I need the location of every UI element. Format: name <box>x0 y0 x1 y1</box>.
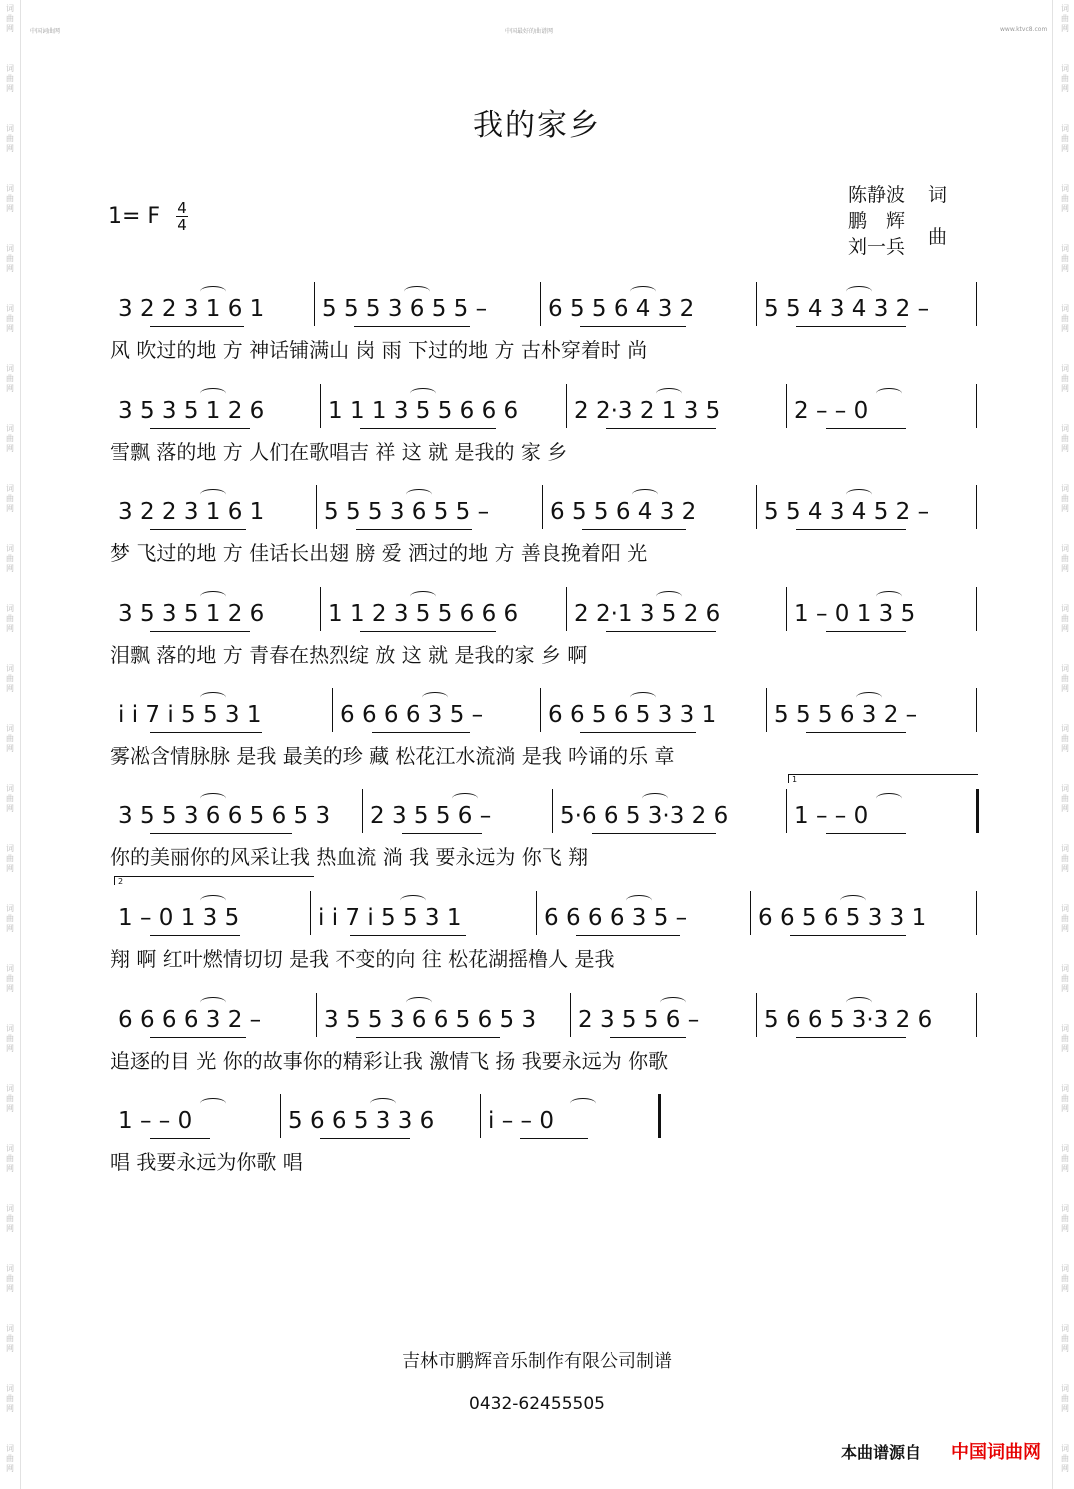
tie-arc <box>856 692 882 703</box>
lyrics-line: 梦 飞过的地 方 佳话长出翅 膀 爱 洒过的地 方 善良挽着阳 光 <box>110 541 648 565</box>
tie-arc <box>626 895 652 906</box>
watermark-text: 词曲网 <box>6 364 14 393</box>
lyrics-line: 风 吹过的地 方 神话铺满山 岗 雨 下过的地 方 古朴穿着时 尚 <box>110 338 648 362</box>
measure-notes: 6 6 5 6 5 3 3 1 <box>758 905 927 931</box>
measure-notes: 1 – 0 1 3 5 <box>118 905 240 931</box>
watermark-text: 词曲网 <box>6 964 14 993</box>
measure-notes: 6 6 6 6 3 5 – <box>544 905 688 931</box>
beam-underline <box>796 529 906 530</box>
measure-notes: 3 2 2 3 1 6 1 <box>118 499 265 525</box>
barline <box>786 384 787 428</box>
lyrics-line: 雪飘 落的地 方 人们在歌唱吉 祥 这 就 是我的 家 乡 <box>110 440 568 464</box>
beam-underline <box>320 1138 410 1139</box>
watermark-text: 词曲网 <box>6 64 14 93</box>
score-system <box>110 1007 980 1071</box>
measure-notes: i i 7 i 5 5 3 1 <box>118 702 262 728</box>
barline <box>976 993 977 1037</box>
barline <box>976 384 977 428</box>
measure-notes: 5 5 5 3 6 5 5 – <box>324 499 490 525</box>
beam-underline <box>592 833 716 834</box>
measure-notes: 5 5 5 6 3 2 – <box>774 702 918 728</box>
measure-notes: 1 – 0 1 3 5 <box>794 601 916 627</box>
watermark-text: 词曲网 <box>6 1024 14 1053</box>
barline <box>280 1094 281 1138</box>
beam-underline <box>606 428 716 429</box>
credit-role: 曲 <box>928 226 948 248</box>
watermark-text: 词曲网 <box>1061 604 1069 633</box>
beam-underline <box>150 326 244 327</box>
watermark-text: 词曲网 <box>6 784 14 813</box>
beam-underline <box>402 833 482 834</box>
source-site: 中国词曲网 <box>951 1442 1041 1463</box>
barline <box>536 891 537 935</box>
measure-notes: 5 5 4 3 4 3 2 – <box>764 296 930 322</box>
barline <box>756 993 757 1037</box>
tie-arc <box>632 489 658 500</box>
right-border-line <box>1052 0 1053 1489</box>
beam-underline <box>576 935 680 936</box>
meter-bottom: 4 <box>177 216 187 234</box>
key-signature: 1= F <box>108 204 161 229</box>
barline <box>332 688 333 732</box>
barline <box>540 282 541 326</box>
lyrics-line: 泪飘 落的地 方 青春在热烈绽 放 这 就 是我的家 乡 啊 <box>110 643 588 667</box>
score-system <box>110 905 980 969</box>
tie-arc <box>846 489 872 500</box>
tie-arc <box>656 591 682 602</box>
watermark-text: 词曲网 <box>1061 1444 1069 1473</box>
measure-notes: 3 5 3 5 1 2 6 <box>118 398 265 424</box>
watermark-text: 词曲网 <box>1061 544 1069 573</box>
barline <box>756 282 757 326</box>
measure-notes: 1 – – 0 <box>794 803 869 829</box>
measure-notes: 6 5 5 6 4 3 2 <box>550 499 697 525</box>
watermark-text: 词曲网 <box>6 244 14 273</box>
beam-underline <box>580 732 696 733</box>
tie-arc <box>404 286 430 297</box>
beam-underline <box>826 833 906 834</box>
measure-notes: 2 2·3 2 1 3 5 <box>574 398 721 424</box>
tie-arc <box>876 388 902 399</box>
score-system <box>110 601 980 665</box>
tie-arc <box>200 388 226 399</box>
beam-underline <box>806 732 906 733</box>
tie-arc <box>630 286 656 297</box>
barline <box>316 993 317 1037</box>
beam-underline <box>520 1138 588 1139</box>
watermark-text: 词曲网 <box>6 124 14 153</box>
beam-underline <box>356 1037 500 1038</box>
measure-notes: 6 6 6 6 3 5 – <box>340 702 484 728</box>
watermark-text: 词曲网 <box>1061 244 1069 273</box>
beam-underline <box>354 326 470 327</box>
measure-notes: 5 6 6 5 3 3 6 <box>288 1108 435 1134</box>
tie-arc <box>570 1098 596 1109</box>
measure-notes: 2 3 5 5 6 – <box>370 803 492 829</box>
watermark-text: 词曲网 <box>1061 4 1069 33</box>
tie-arc <box>656 388 682 399</box>
barline <box>362 789 363 833</box>
lyrics-line: 唱 我要永远为你歌 唱 <box>110 1150 303 1174</box>
credit-name: 刘一兵 <box>848 236 906 258</box>
tie-arc <box>630 692 656 703</box>
credit-name: 鹏 辉 <box>848 210 906 232</box>
watermark-text: 词曲网 <box>6 4 14 33</box>
measure-notes: 3 2 2 3 1 6 1 <box>118 296 265 322</box>
watermark-text: 词曲网 <box>1061 484 1069 513</box>
barline <box>750 891 751 935</box>
credit-lyricist <box>848 180 948 207</box>
watermark-text: 词曲网 <box>1061 1204 1069 1233</box>
measure-notes: 2 3 5 5 6 – <box>578 1007 700 1033</box>
watermark-text: 词曲网 <box>6 724 14 753</box>
tie-arc <box>200 692 226 703</box>
beam-underline <box>606 631 716 632</box>
barline <box>976 587 977 631</box>
score-system <box>110 398 980 462</box>
beam-underline <box>790 935 906 936</box>
tie-arc <box>370 1098 396 1109</box>
left-border-line <box>20 0 21 1489</box>
watermark-text: 词曲网 <box>1061 844 1069 873</box>
barline <box>480 1094 481 1138</box>
watermark-text: 词曲网 <box>6 1204 14 1233</box>
beam-underline <box>796 1037 906 1038</box>
barline <box>756 485 757 529</box>
beam-underline <box>360 428 496 429</box>
final-barline <box>658 1094 661 1138</box>
time-signature <box>174 200 190 233</box>
barline <box>314 282 315 326</box>
credit-name: 陈静波 <box>848 184 906 206</box>
right-watermark-strip <box>1058 0 1072 1489</box>
watermark-text: 词曲网 <box>6 664 14 693</box>
left-watermark-strip <box>3 0 17 1489</box>
watermark-text: 词曲网 <box>6 484 14 513</box>
watermark-text: 词曲网 <box>1061 1084 1069 1113</box>
beam-underline <box>360 631 496 632</box>
tie-arc <box>200 1098 226 1109</box>
header-tiny-right: www.ktvc8.com <box>1000 26 1048 33</box>
tie-arc <box>200 591 226 602</box>
footer-company: 吉林市鹏辉音乐制作有限公司制谱 <box>402 1351 672 1372</box>
measure-notes: i – – 0 <box>488 1108 554 1134</box>
tie-arc <box>876 793 902 804</box>
beam-underline <box>150 732 262 733</box>
beam-underline <box>372 732 470 733</box>
measure-notes: 3 5 5 3 6 6 5 6 5 3 <box>324 1007 537 1033</box>
footer-phone: 0432-62455505 <box>469 1394 605 1414</box>
tie-arc <box>840 895 866 906</box>
tie-arc <box>452 793 478 804</box>
beam-underline <box>826 428 906 429</box>
score-system <box>110 803 980 867</box>
watermark-text: 词曲网 <box>1061 1384 1069 1413</box>
watermark-text: 词曲网 <box>1061 964 1069 993</box>
measure-notes: 1 1 1 3 5 5 6 6 6 <box>328 398 519 424</box>
lyrics-line: 雾凇含情脉脉 是我 最美的珍 藏 松花江水流淌 是我 吟诵的乐 章 <box>110 744 675 768</box>
tie-arc <box>400 895 426 906</box>
measure-notes: 2 – – 0 <box>794 398 869 424</box>
beam-underline <box>826 631 906 632</box>
credit-arranger <box>848 206 905 233</box>
measure-notes: i i 7 i 5 5 3 1 <box>318 905 462 931</box>
lyrics-line: 翔 啊 红叶燃情切切 是我 不变的向 往 松花湖摇橹人 是我 <box>110 947 615 971</box>
beam-underline <box>150 833 292 834</box>
watermark-text: 词曲网 <box>6 604 14 633</box>
measure-notes: 5·6 6 5 3·3 2 6 <box>560 803 729 829</box>
tie-arc <box>422 692 448 703</box>
watermark-text: 词曲网 <box>1061 1324 1069 1353</box>
tie-arc <box>660 997 686 1008</box>
song-title: 我的家乡 <box>473 108 601 143</box>
barline <box>766 688 767 732</box>
credit-role: 词 <box>928 184 948 206</box>
barline <box>976 891 977 935</box>
barline <box>540 688 541 732</box>
watermark-text: 词曲网 <box>1061 1264 1069 1293</box>
barline <box>552 789 553 833</box>
beam-underline <box>150 631 250 632</box>
tie-arc <box>200 489 226 500</box>
watermark-text: 词曲网 <box>1061 304 1069 333</box>
watermark-text: 词曲网 <box>6 304 14 333</box>
beam-underline <box>150 1138 210 1139</box>
measure-notes: 2 2·1 3 5 2 6 <box>574 601 721 627</box>
beam-underline <box>350 935 466 936</box>
tie-arc <box>846 286 872 297</box>
final-barline <box>976 789 979 833</box>
measure-notes: 1 1 2 3 5 5 6 6 6 <box>328 601 519 627</box>
watermark-text: 词曲网 <box>6 424 14 453</box>
tie-arc <box>642 793 668 804</box>
barline <box>310 891 311 935</box>
watermark-text: 词曲网 <box>6 1324 14 1353</box>
score-system <box>110 1108 980 1172</box>
watermark-text: 词曲网 <box>1061 904 1069 933</box>
score-system <box>110 702 980 766</box>
barline <box>786 789 787 833</box>
measure-notes: 5 5 5 3 6 5 5 – <box>322 296 488 322</box>
lyrics-line: 你的美丽你的风采让我 热血流 淌 我 要永远为 你飞 翔 <box>110 845 589 869</box>
beam-underline <box>582 529 686 530</box>
measure-notes: 6 6 5 6 5 3 3 1 <box>548 702 717 728</box>
watermark-text: 词曲网 <box>1061 64 1069 93</box>
tie-arc <box>200 286 226 297</box>
measure-notes: 3 5 3 5 1 2 6 <box>118 601 265 627</box>
beam-underline <box>150 935 240 936</box>
tie-arc <box>876 591 902 602</box>
watermark-text: 词曲网 <box>1061 124 1069 153</box>
barline <box>316 485 317 529</box>
volta-1: 1 <box>788 774 978 783</box>
measure-notes: 6 5 5 6 4 3 2 <box>548 296 695 322</box>
tie-arc <box>406 997 432 1008</box>
barline <box>566 587 567 631</box>
barline <box>976 282 977 326</box>
score-system <box>110 499 980 563</box>
beam-underline <box>356 529 472 530</box>
beam-underline <box>150 1037 246 1038</box>
measure-notes: 5 5 4 3 4 5 2 – <box>764 499 930 525</box>
watermark-text: 词曲网 <box>6 1264 14 1293</box>
tie-arc <box>410 591 436 602</box>
tie-arc <box>200 793 226 804</box>
score-system <box>110 296 980 360</box>
meter-top: 4 <box>177 199 187 217</box>
watermark-text: 词曲网 <box>1061 784 1069 813</box>
barline <box>976 485 977 529</box>
watermark-text: 词曲网 <box>1061 364 1069 393</box>
tie-arc <box>200 895 226 906</box>
watermark-text: 词曲网 <box>6 184 14 213</box>
watermark-text: 词曲网 <box>1061 1144 1069 1173</box>
watermark-text: 词曲网 <box>6 904 14 933</box>
watermark-text: 词曲网 <box>6 1444 14 1473</box>
beam-underline <box>610 1037 686 1038</box>
measure-notes: 3 5 5 3 6 6 5 6 5 3 <box>118 803 331 829</box>
beam-underline <box>580 326 686 327</box>
beam-underline <box>796 326 906 327</box>
barline <box>320 384 321 428</box>
volta-2: 2 <box>114 876 314 885</box>
measure-notes: 1 – – 0 <box>118 1108 193 1134</box>
lyrics-line: 追逐的目 光 你的故事你的精彩让我 激情飞 扬 我要永远为 你歌 <box>110 1049 669 1073</box>
barline <box>976 688 977 732</box>
barline <box>566 384 567 428</box>
barline <box>542 485 543 529</box>
watermark-text: 词曲网 <box>1061 1024 1069 1053</box>
credit-composer <box>848 226 948 259</box>
watermark-text: 词曲网 <box>1061 724 1069 753</box>
watermark-text: 词曲网 <box>6 1084 14 1113</box>
watermark-text: 词曲网 <box>6 544 14 573</box>
barline <box>320 587 321 631</box>
watermark-text: 词曲网 <box>1061 664 1069 693</box>
watermark-text: 词曲网 <box>1061 424 1069 453</box>
header-tiny-center: 中国最好的曲谱网 <box>505 28 554 35</box>
header-tiny-left: 中国词曲网 <box>30 28 61 35</box>
watermark-text: 词曲网 <box>6 844 14 873</box>
barline <box>786 587 787 631</box>
source-label: 本曲谱源自 <box>841 1443 922 1462</box>
beam-underline <box>150 428 250 429</box>
watermark-text: 词曲网 <box>6 1384 14 1413</box>
beam-underline <box>150 529 246 530</box>
watermark-text: 词曲网 <box>1061 184 1069 213</box>
measure-notes: 6 6 6 6 3 2 – <box>118 1007 262 1033</box>
measure-notes: 5 6 6 5 3·3 2 6 <box>764 1007 933 1033</box>
tie-arc <box>846 997 872 1008</box>
tie-arc <box>200 997 226 1008</box>
tie-arc <box>406 489 432 500</box>
tie-arc <box>410 388 436 399</box>
watermark-text: 词曲网 <box>6 1144 14 1173</box>
barline <box>570 993 571 1037</box>
